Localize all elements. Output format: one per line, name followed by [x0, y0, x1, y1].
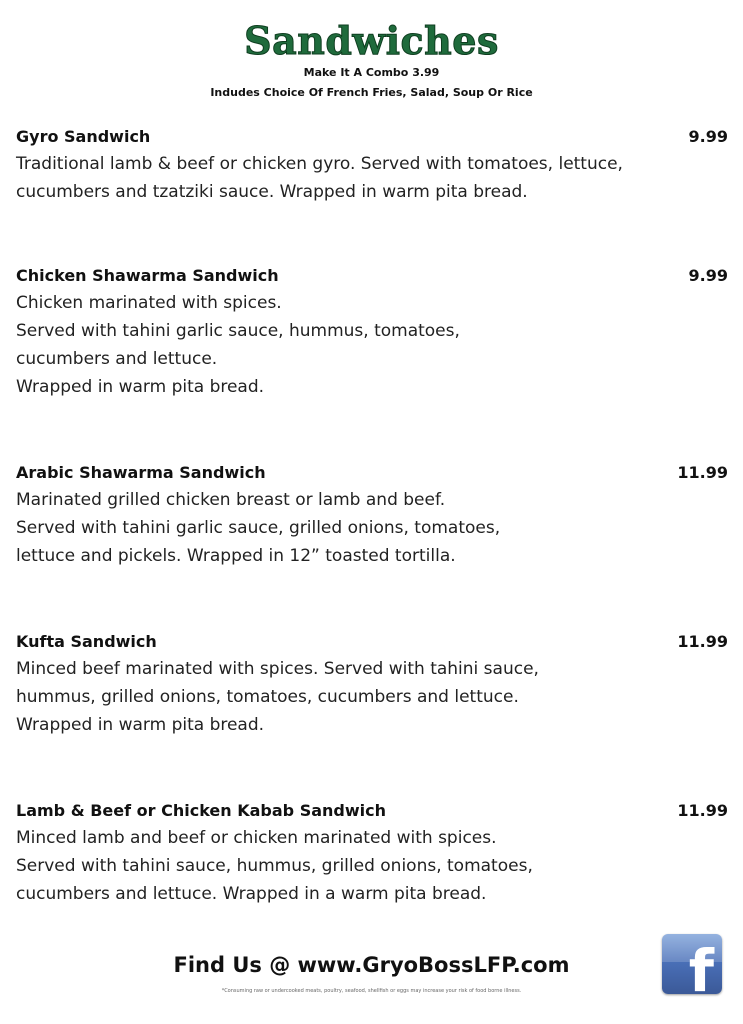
description-line: cucumbers and tzatziki sauce. Wrapped in warm pita bread. — [16, 182, 528, 202]
menu-item-gyro — [16, 124, 728, 206]
description-line: cucumbers and lettuce. Wrapped in a warm pita bread. — [16, 884, 487, 904]
combo-offer: Make It A Combo 3.99 — [303, 66, 440, 79]
item-name: Lamb & Beef or Chicken Kabab Sandwich — [16, 801, 386, 820]
website-link[interactable]: Find Us @ www.GryoBossLFP.com — [173, 953, 570, 977]
menu-item-arabic-shawarma — [16, 460, 728, 570]
item-description — [16, 150, 728, 206]
description-line: Served with tahini garlic sauce, hummus, tomatoes, — [16, 321, 460, 341]
description-line: Marinated grilled chicken breast or lamb and beef. — [16, 490, 446, 510]
item-name: Kufta Sandwich — [16, 632, 157, 651]
item-price: 11.99 — [677, 632, 728, 651]
description-line: Traditional lamb & beef or chicken gyro. Served with tomatoes, lettuce, — [16, 154, 623, 174]
item-name: Chicken Shawarma Sandwich — [16, 266, 279, 285]
description-line: cucumbers and lettuce. — [16, 349, 218, 369]
menu-title: Sandwiches — [244, 18, 499, 63]
description-line: Minced beef marinated with spices. Served with tahini sauce, — [16, 659, 539, 679]
description-line: lettuce and pickels. Wrapped in 12” toasted tortilla. — [16, 546, 456, 566]
description-line: Served with tahini sauce, hummus, grilled onions, tomatoes, — [16, 856, 533, 876]
item-description — [16, 655, 728, 739]
menu-item-kabab — [16, 798, 728, 908]
combo-includes: Indudes Choice Of French Fries, Salad, Soup Or Rice — [210, 86, 533, 99]
item-name: Arabic Shawarma Sandwich — [16, 463, 266, 482]
facebook-letter: f — [688, 937, 714, 994]
item-description — [16, 824, 728, 908]
item-price: 9.99 — [688, 266, 728, 285]
description-line: Served with tahini garlic sauce, grilled onions, tomatoes, — [16, 518, 501, 538]
description-line: hummus, grilled onions, tomatoes, cucumbers and lettuce. — [16, 687, 519, 707]
menu-item-chicken-shawarma — [16, 263, 728, 401]
description-line: Chicken marinated with spices. — [16, 293, 282, 313]
item-price: 11.99 — [677, 801, 728, 820]
description-line: Wrapped in warm pita bread. — [16, 377, 265, 397]
description-line: Wrapped in warm pita bread. — [16, 715, 265, 735]
facebook-icon[interactable] — [662, 934, 722, 994]
item-description — [16, 289, 728, 401]
item-description — [16, 486, 728, 570]
food-safety-disclaimer: *Consuming raw or undercooked meats, poultry, seafood, shellfish or eggs may increase your risk of food borne illness. — [221, 988, 522, 994]
item-price: 9.99 — [688, 127, 728, 146]
menu-item-kufta — [16, 629, 728, 739]
item-price: 11.99 — [677, 463, 728, 482]
description-line: Minced lamb and beef or chicken marinated with spices. — [16, 828, 497, 848]
item-name: Gyro Sandwich — [16, 127, 151, 146]
